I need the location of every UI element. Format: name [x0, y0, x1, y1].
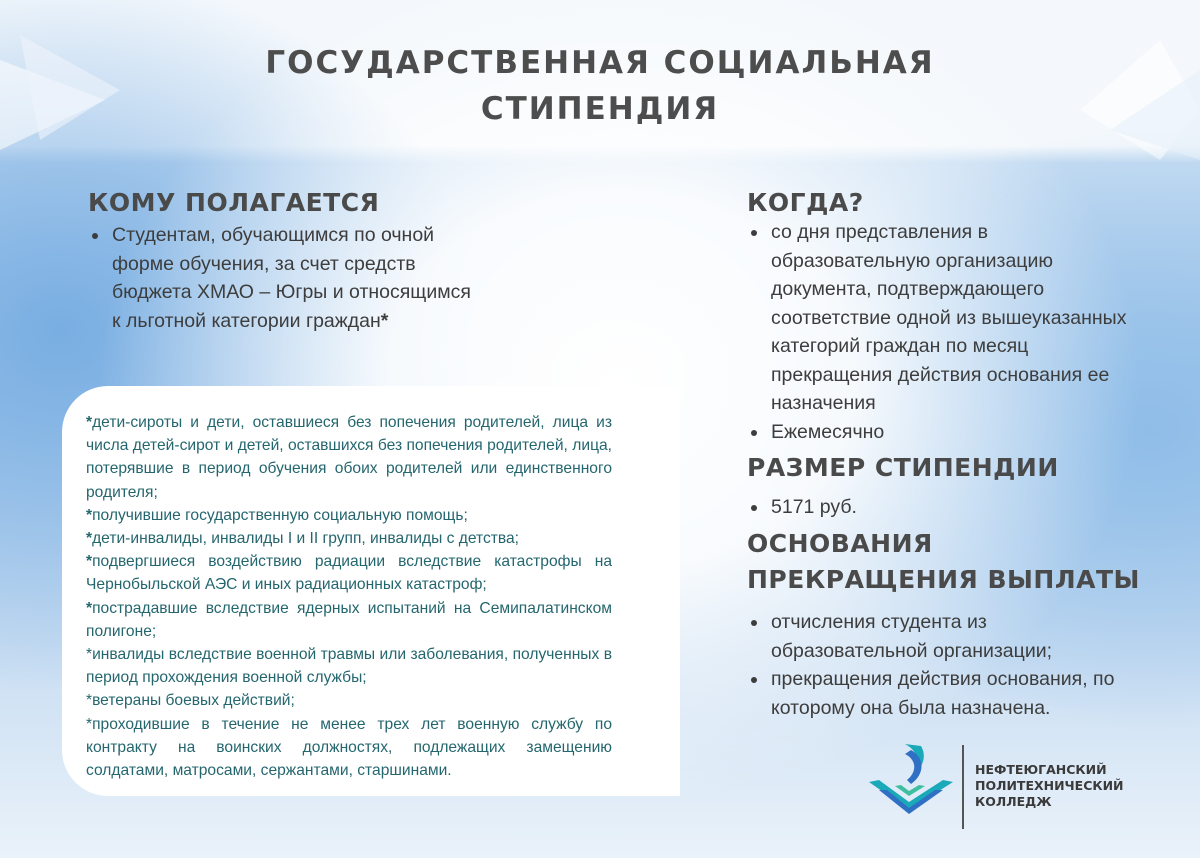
size-item: 5171 руб.	[747, 493, 1142, 522]
logo-divider	[962, 745, 964, 829]
category-item: *пострадавшие вследствие ядерных испытаний на Семипалатинском полигоне;	[86, 599, 612, 640]
stop-list	[747, 608, 1142, 722]
stop-heading-line-2: ПРЕКРАЩЕНИЯ ВЫПЛАТЫ	[747, 565, 1140, 594]
category-item: *дети-инвалиды, инвалиды I и II групп, инвалиды с детства;	[86, 530, 520, 548]
stop-heading-line-1: ОСНОВАНИЯ	[747, 529, 933, 558]
category-item: *инвалиды вследствие военной травмы или заболевания, полученных в период прохождения военной службы;	[86, 646, 612, 687]
category-item: *подвергшиеся воздействию радиации вследствие катастрофы на Чернобыльской АЭС и иных радиационных катастроф;	[86, 553, 612, 594]
categories-list	[86, 411, 612, 782]
who-heading: КОМУ ПОЛАГАЕТСЯ	[88, 188, 380, 217]
stop-item: прекращения действия основания, по которому она была назначена.	[747, 665, 1142, 722]
college-name-line-3: КОЛЛЕДЖ	[975, 794, 1052, 809]
category-item: *ветераны боевых действий;	[86, 692, 295, 710]
who-item-text: Студентам, обучающимся по очной форме обучения, за счет средств бюджета ХМАО – Югры и относящимся к льготной категории граждан	[112, 224, 471, 332]
when-item: со дня представления в образовательную организацию документа, подтверждающего соответствие одной из вышеуказанных категорий граждан по месяц прекращения действия основания ее назначения	[747, 218, 1142, 418]
title-line-2: СТИПЕНДИЯ	[480, 91, 720, 127]
category-item: *дети-сироты и дети, оставшиеся без попечения родителей, лица из числа детей-сирот и детей, оставшихся без попечения родителей, лица, потерявшие в период обучения обоих родителей или единственного родителя;	[86, 414, 612, 501]
when-heading: КОГДА?	[747, 188, 864, 217]
college-name-line-1: НЕФТЕЮГАНСКИЙ	[975, 762, 1107, 777]
category-item: *получившие государственную социальную помощь;	[86, 506, 468, 524]
when-item: Ежемесячно	[747, 418, 1142, 447]
title-line-1: ГОСУДАРСТВЕННАЯ СОЦИАЛЬНАЯ	[265, 45, 935, 81]
college-name	[975, 762, 1124, 810]
size-list	[747, 493, 1142, 522]
college-logo-icon	[865, 740, 957, 822]
who-item	[88, 221, 478, 335]
college-name-line-2: ПОЛИТЕХНИЧЕСКИЙ	[975, 778, 1124, 793]
when-list	[747, 218, 1142, 446]
who-item-star: *	[380, 309, 389, 332]
category-item: *проходившие в течение не менее трех лет военную службу по контракту на воинских должностях, подлежащих замещению солдатами, матросами, сержантами, старшинами.	[86, 715, 612, 780]
size-heading: РАЗМЕР СТИПЕНДИИ	[747, 453, 1059, 482]
page-title	[0, 40, 1200, 132]
stop-item: отчисления студента из образовательной организации;	[747, 608, 1142, 665]
who-list	[88, 221, 478, 335]
stop-heading	[747, 526, 1140, 598]
